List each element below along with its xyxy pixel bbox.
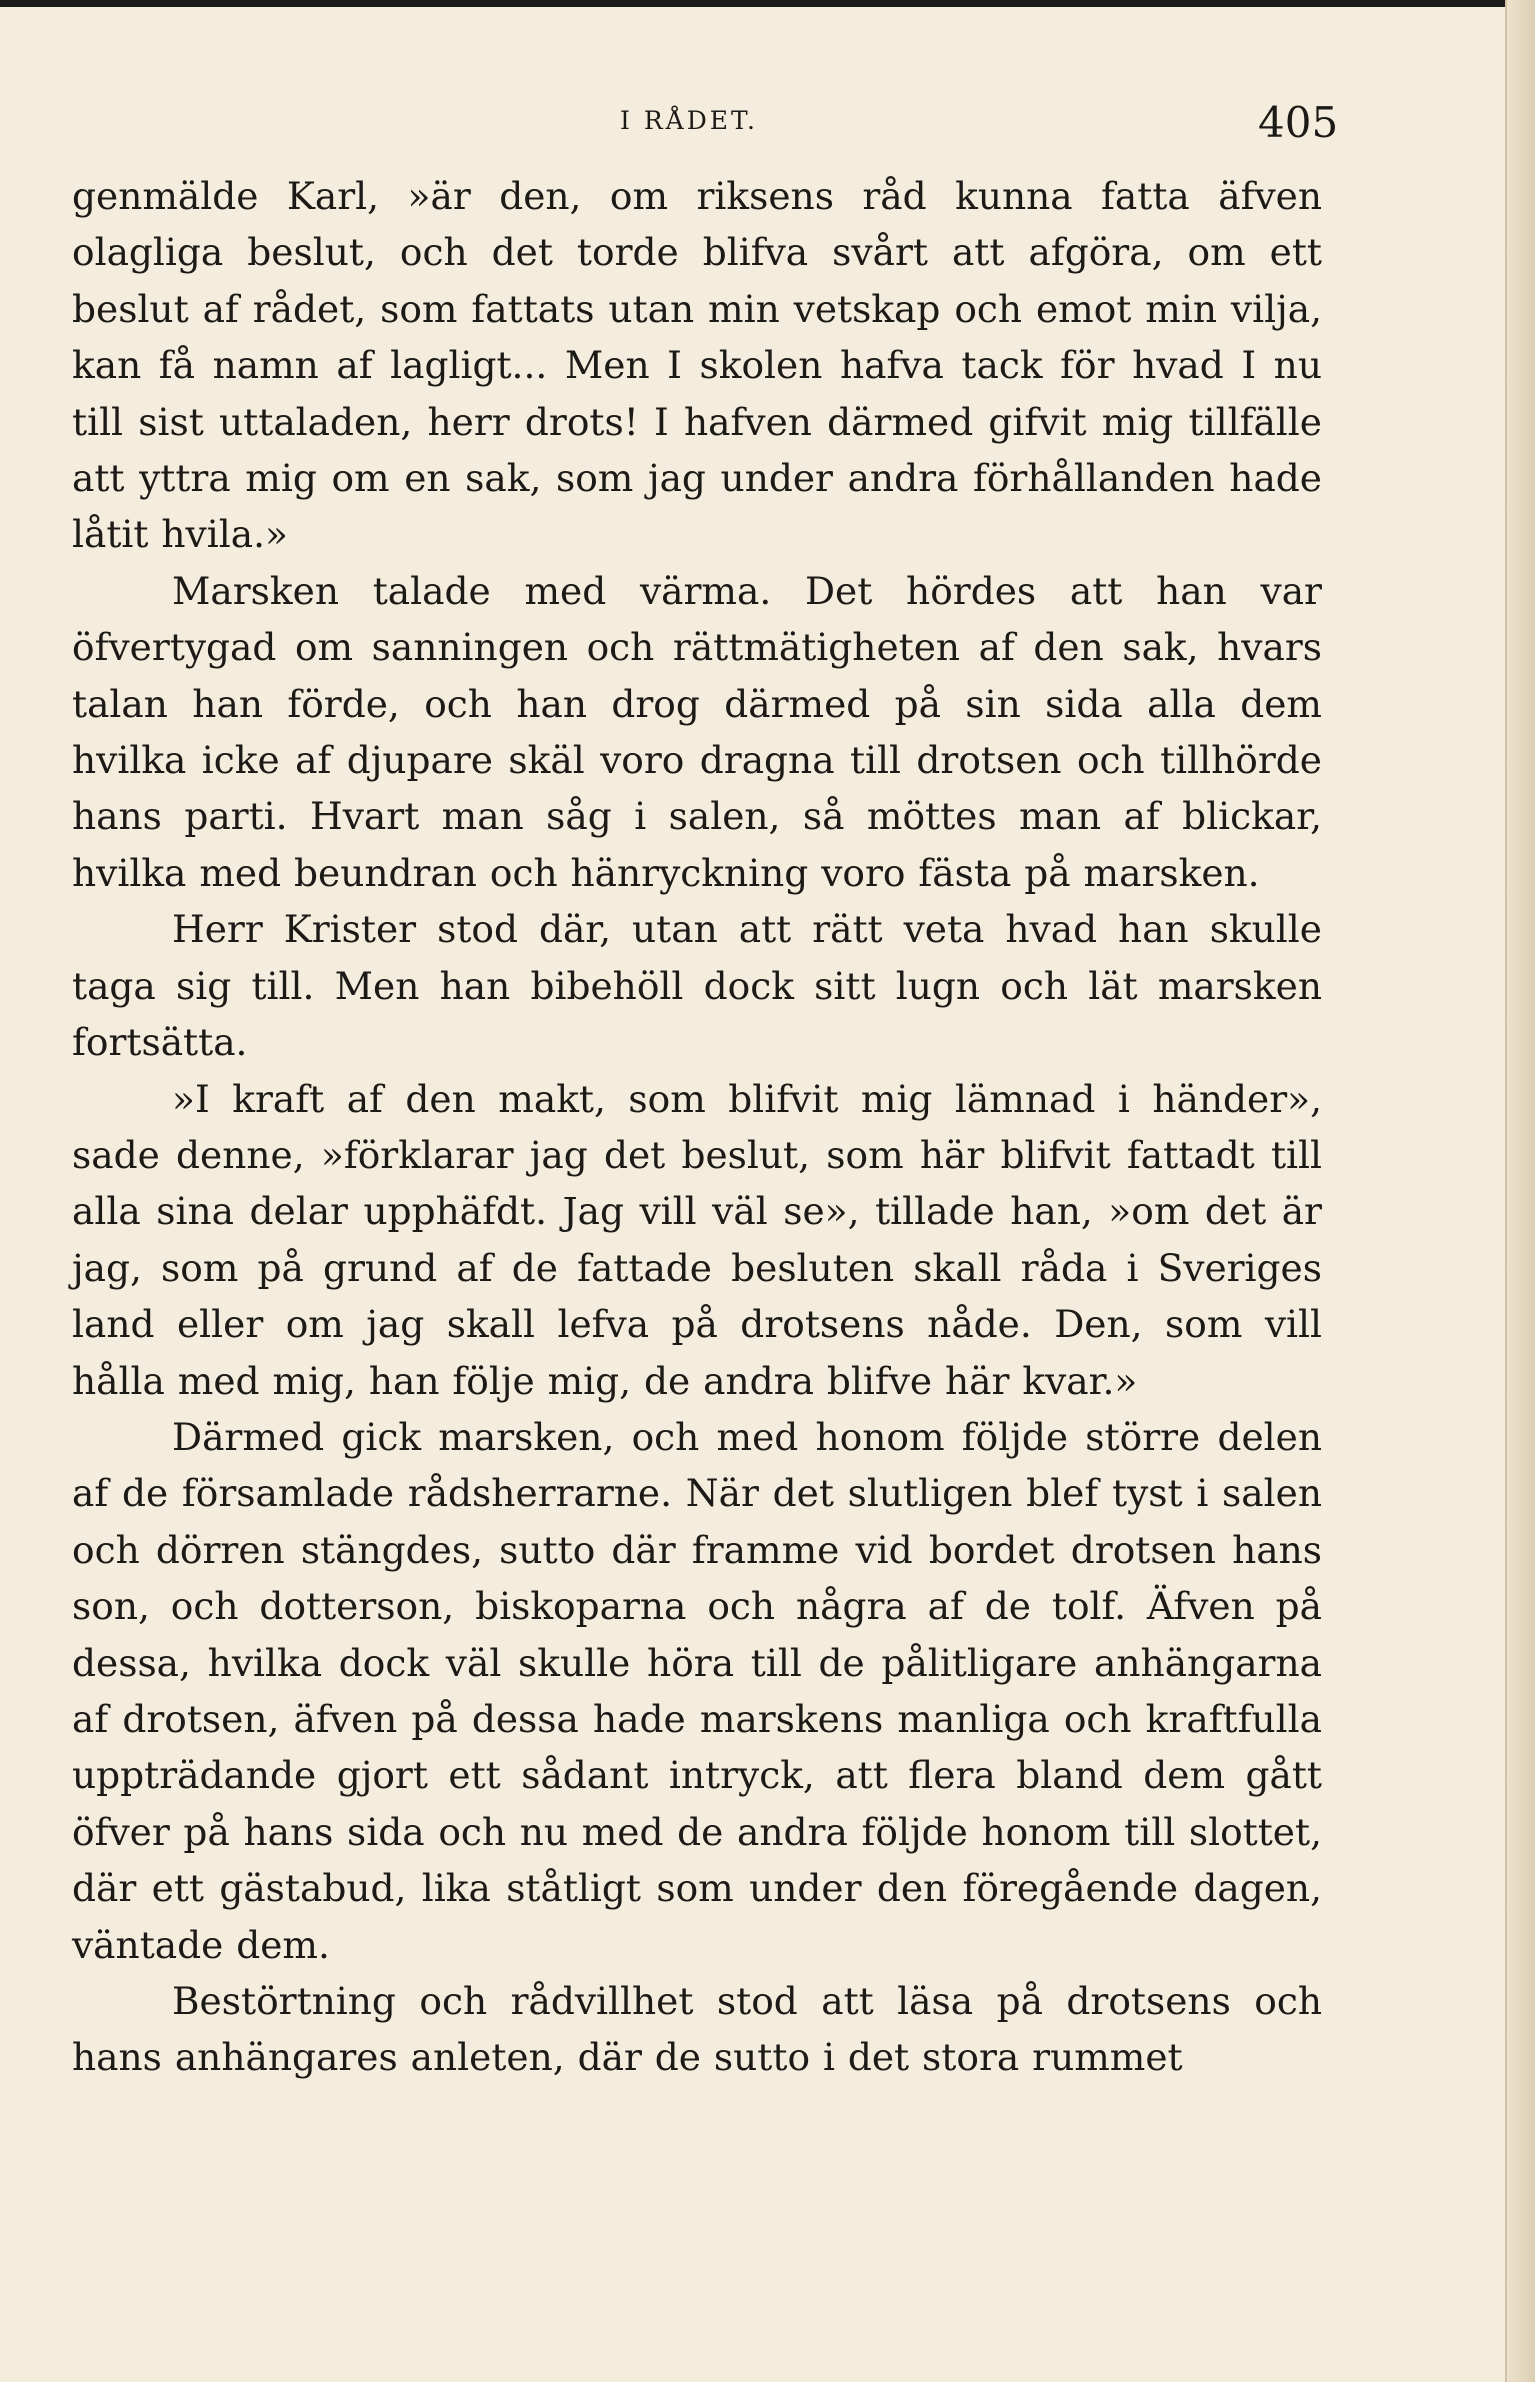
running-head: I RÅDET.	[620, 106, 758, 135]
paragraph-1: genmälde Karl, »är den, om riksens råd kunna fatta äfven olagliga beslut, och det torde blifva svårt att afgöra, om ett beslut af rådet, som fattats utan min vetskap och emot min vilja, kan få namn af lagligt... Men I skolen hafva tack för hvad I nu till sist uttaladen, herr drots! I hafven därmed gifvit mig tillfälle att yttra mig om en sak, som jag under andra förhållanden hade låtit hvila.»	[72, 174, 1322, 557]
page-header	[0, 98, 1535, 158]
paragraph-5: Därmed gick marsken, och med honom följde större delen af de församlade rådsherrarne. När det slutligen blef tyst i salen och dörren stängdes, sutto där framme vid bordet drotsen hans son, och dotterson, biskoparna och några af de tolf. Äfven på dessa, hvilka dock väl skulle höra till de pålitligare anhängarna af drotsen, äfven på dessa hade marskens manliga och kraftfulla uppträdande gjort ett sådant intryck, att flera bland dem gått öfver på hans sida och nu med de andra följde honom till slottet, där ett gästabud, lika ståtligt som under den föregående dagen, väntade dem.	[72, 1414, 1322, 1967]
page-right-edge	[1505, 0, 1535, 2382]
body-text	[72, 168, 1322, 2086]
paragraph-2: Marsken talade med värma. Det hördes att han var öfvertygad om sanningen och rättmätigheten af den sak, hvars talan han förde, och han drog därmed på sin sida alla dem hvilka icke af djupare skäl voro dragna till drotsen och tillhörde hans parti. Hvart man såg i salen, så möttes man af blickar, hvilka med beundran och hänryckning voro fästa på marsken.	[72, 568, 1322, 895]
page-number: 405	[1258, 98, 1339, 147]
paragraph-6: Bestörtning och rådvillhet stod att läsa på drotsens och hans anhängares anleten, där de sutto i det stora rummet	[72, 1979, 1322, 2080]
paragraph-4: »I kraft af den makt, som blifvit mig lämnad i händer», sade denne, »förklarar jag det beslut, som här blifvit fattadt till alla sina delar upphäfdt. Jag vill väl se», tillade han, »om det är jag, som på grund af de fattade besluten skall råda i Sveriges land eller om jag skall lefva på drotsens nåde. Den, som vill hålla med mig, han följe mig, de andra blifve här kvar.»	[72, 1076, 1322, 1403]
paragraph-3: Herr Krister stod där, utan att rätt veta hvad han skulle taga sig till. Men han bibehöll dock sitt lugn och lät marsken fortsätta.	[72, 907, 1322, 1065]
page-top-edge	[0, 0, 1535, 7]
